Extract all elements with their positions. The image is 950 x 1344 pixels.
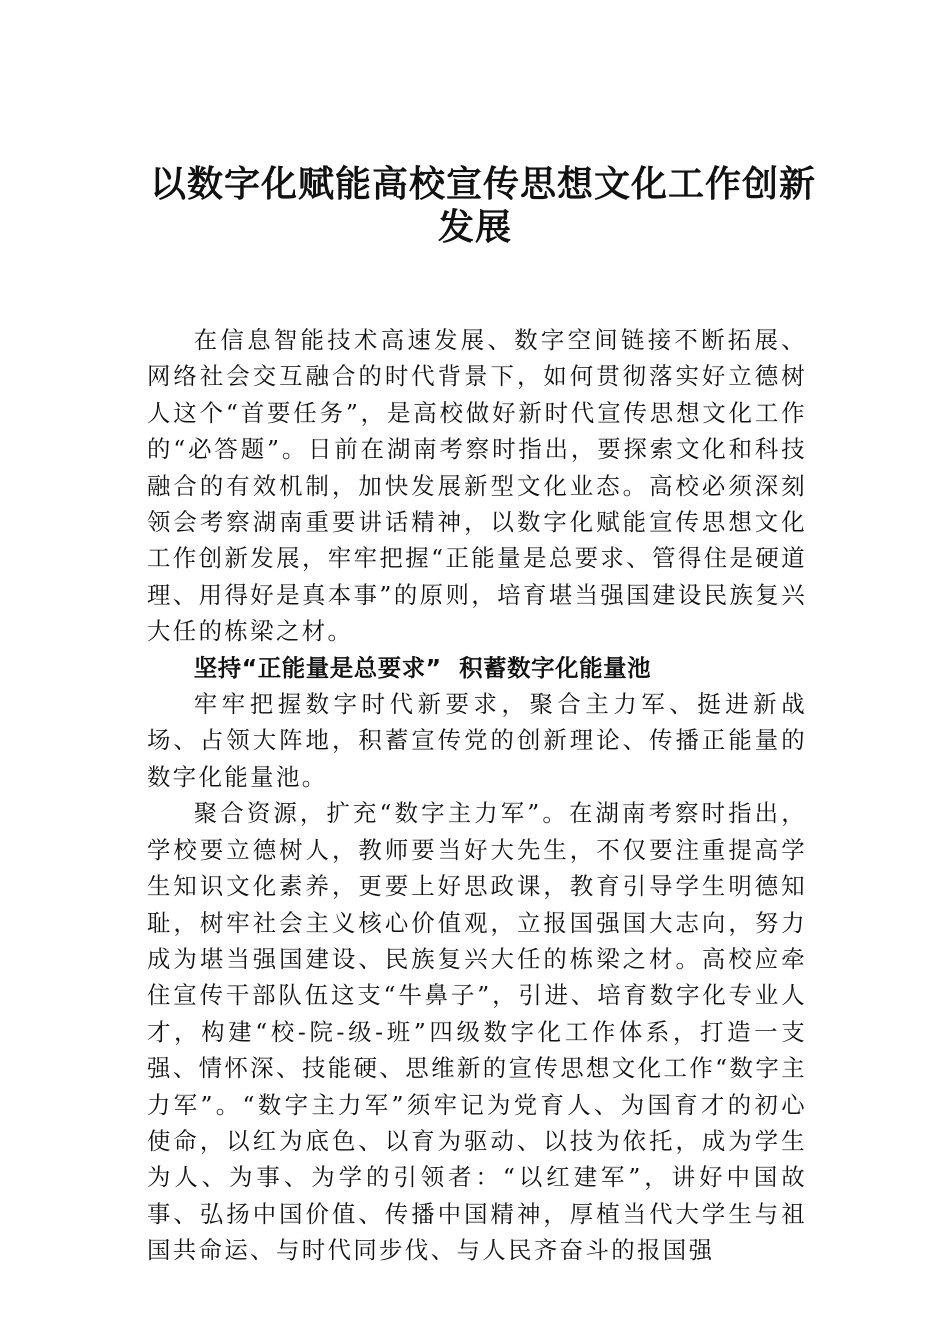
document-title-line-1: 以数字化赋能高校宣传思想文化工作创新 xyxy=(150,164,817,205)
body-paragraph: 牢牢把握数字时代新要求，聚合主力军、挺进新战场、占领大阵地，积蓄宣传党的创新理论、传播正能量的数字化能量池。 xyxy=(147,690,807,791)
section-heading: 坚持“正能量是总要求” 积蓄数字化能量池 xyxy=(193,653,652,682)
document-body xyxy=(147,322,807,1269)
body-paragraph: 聚合资源，扩充“数字主力军”。在湖南考察时指出，学校要立德树人，教师要当好大先生，不仅要注重提高学生知识文化素养，更要上好思政课，教育引导学生明德知耻，树牢社会主义核心价值观，立报国强国大志向，努力成为堪当强国建设、民族复兴大任的栋梁之材。高校应牵住宣传干部队伍这支“牛鼻子”，引进、培育数字化专业人才，构建“校-院-级-班”四级数字化工作体系，打造一支强、情怀深、技能硬、思维新的宣传思想文化工作“数字主力军”。“数字主力军”须牢记为党育人、为国育才的初心使命，以红为底色、以育为驱动、以技为依托，成为学生为人、为事、为学的引领者：“以红建军”，讲好中国故事、弘扬中国价值、传播中国精神，厚植当代大学生与祖国共命运、与时代同步伐、与人民齐奋斗的报国强 xyxy=(147,799,807,1265)
document-title-line-2: 发展 xyxy=(437,207,512,248)
intro-paragraph: 在信息智能技术高速发展、数字空间链接不断拓展、网络社会交互融合的时代背景下，如何贯彻落实好立德树人这个“首要任务”，是高校做好新时代宣传思想文化工作的“必答题”。日前在湖南考察时指出，要探索文化和科技融合的有效机制，加快发展新型文化业态。高校必须深刻领会考察湖南重要讲话精神，以数字化赋能宣传思想文化工作创新发展，牢牢把握“正能量是总要求、管得住是硬道理、用得好是真本事”的原则，培育堪当强国建设民族复兴大任的栋梁之材。 xyxy=(147,326,807,646)
